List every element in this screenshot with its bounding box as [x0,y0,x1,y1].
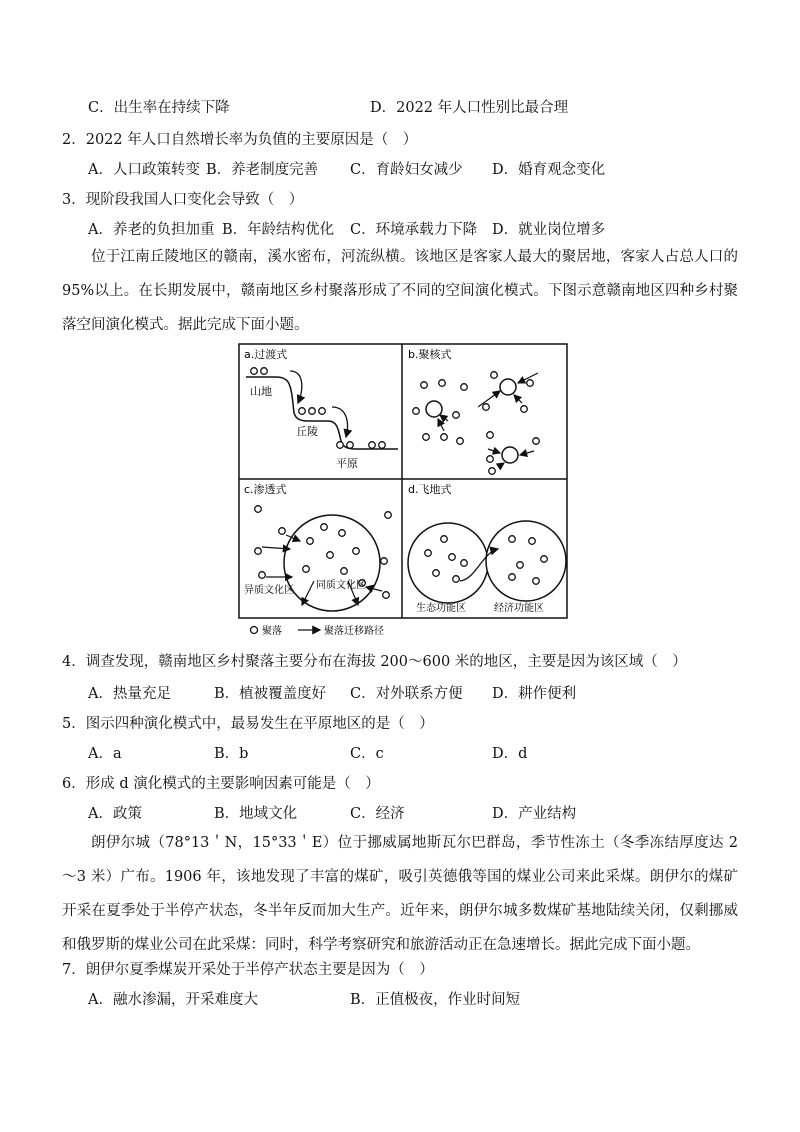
q2-option-b: B．养老制度完善 [206,162,319,178]
settlement-icon [319,408,326,415]
settlement-icon [483,404,490,411]
panel-b [408,347,539,474]
q6-option-b: B．地域文化 [214,806,298,822]
q6-option-a: A．政策 [88,806,142,822]
settlement-icon [413,408,420,415]
settlement-icon [369,442,376,449]
migration-arrow [488,449,500,453]
settlement-icon [309,408,316,415]
settlement-icon [255,506,262,513]
q1-option-d: D．2022 年人口性别比最合理 [370,100,569,116]
panel-b-title: b.聚核式 [408,348,452,361]
q4-option-d: D．耕作便利 [492,686,577,702]
label-heterogeneous-zone: 异质文化区 [244,585,294,596]
q5-stem: 5．图示四种演化模式中，最易发生在平原地区的是（ ） [62,716,434,732]
settlement-icon [255,548,262,555]
settlement-icon [353,548,360,555]
label-economic-zone: 经济功能区 [494,603,544,614]
q3-option-a: A．养老的负担加重 [88,222,215,238]
settlement-icon [517,562,524,569]
settlement-icon [279,528,286,535]
label-mountain: 山地 [250,385,272,398]
legend-settlement-label: 聚落 [262,626,282,637]
q5-option-c: C．c [350,746,384,762]
migration-arrow [498,463,504,467]
settlement-icon [453,412,460,419]
core-settlement [426,401,442,417]
legend-settlement-icon [251,627,258,634]
settlement-icon [421,382,428,389]
settlement-icon [487,456,494,463]
q3-option-b: B．年龄结构优化 [222,222,335,238]
settlement-icon [491,372,498,379]
settlement-evolution-figure [238,343,570,641]
settlement-icon [347,442,354,449]
label-homogeneous-zone: 同质文化区 [316,580,366,591]
settlement-icon [341,568,348,575]
q6-option-c: C．经济 [350,806,405,822]
label-hill: 丘陵 [296,425,318,438]
settlement-icon [449,554,456,561]
settlement-icon [379,442,386,449]
settlement-icon [261,368,268,375]
ecological-function-zone [408,523,488,603]
economic-function-zone [486,521,566,601]
q5-option-d: D．d [492,746,528,762]
q2-option-c: C．育龄妇女减少 [350,162,463,178]
settlement-icon [251,368,258,375]
settlement-icon [439,380,446,387]
q7-option-b: B．正值极夜，作业时间短 [350,992,521,1008]
settlement-icon [423,434,430,441]
migration-arrow [514,395,522,403]
settlement-icon [321,524,328,531]
q3-option-d: D．就业岗位增多 [492,222,606,238]
settlement-icon [433,570,440,577]
q5-option-b: B．b [214,746,249,762]
settlement-icon [441,434,448,441]
q3-option-c: C．环境承载力下降 [350,222,478,238]
homogeneous-culture-zone [284,515,380,611]
q6-stem: 6．形成 d 演化模式的主要影响因素可能是（ ） [62,776,380,792]
panel-d-title: d.飞地式 [408,483,452,496]
settlement-icon [509,536,516,543]
label-plain: 平原 [336,457,358,470]
settlement-icon [381,558,388,565]
q6-option-d: D．产业结构 [492,806,577,822]
panel-c [244,482,391,611]
settlement-icon [489,468,496,475]
q7-option-a: A．融水渗漏，开采难度大 [88,992,258,1008]
settlement-icon [299,408,306,415]
q1-option-c: C．出生率在持续下降 [88,100,230,116]
legend-path-label: 聚落迁移路径 [324,626,384,637]
settlement-icon [461,384,468,391]
q7-stem: 7．朗伊尔夏季煤炭开采处于半停产状态主要是因为（ ） [62,962,434,978]
settlement-icon [425,550,432,557]
settlement-icon [303,566,310,573]
panel-a [244,347,398,470]
q2-stem: 2．2022 年人口自然增长率为负值的主要原因是（ ） [62,132,418,148]
panel-c-title: c.渗透式 [244,483,287,496]
settlement-icon [307,538,314,545]
q5-option-a: A．a [88,746,122,762]
panel-d [408,482,566,614]
q4-stem: 4．调查发现，赣南地区乡村聚落主要分布在海拔 200～600 米的地区，主要是因为该区域（ ） [62,654,687,670]
settlement-icon [461,560,468,567]
settlement-icon [457,438,464,445]
passage-longyearbyen: 朗伊尔城（78°13＇N，15°33＇E）位于挪威属地斯瓦尔巴群岛，季节性冻土（冬季冻结厚度达 2～3 米）广布。1906 年，该地发现了丰富的煤矿，吸引英德俄等国的煤业公司来此采煤。朗伊尔的煤矿开采在夏季处于半停产状态，冬半年反而加大生产。近年来，朗伊尔城多数煤矿基地陆续关闭，仅剩挪威和俄罗斯的煤业公司在此采煤：同时，科学考察研究和旅游活动正在急速增长。据此完成下面小题。 [62,835,738,953]
q4-option-a: A．热量充足 [88,686,171,702]
migration-arrow [520,451,534,455]
settlement-icon [509,574,516,581]
settlement-icon [541,556,548,563]
settlement-icon [385,512,392,519]
q2-option-d: D．婚育观念变化 [492,162,606,178]
panel-a-title: a.过渡式 [244,348,288,361]
settlement-icon [383,592,390,599]
settlement-icon [339,530,346,537]
settlement-icon [529,538,536,545]
settlement-icon [533,438,540,445]
settlement-icon [337,442,344,449]
q4-option-b: B．植被覆盖度好 [214,686,327,702]
settlement-icon [527,380,534,387]
migration-arrow [438,419,444,431]
migration-arrow [440,415,448,421]
q2-option-a: A．人口政策转变 [88,162,200,178]
passage-gannan: 位于江南丘陵地区的赣南，溪水密布，河流纵横。该地区是客家人最大的聚居地，客家人占总人口的95%以上。在长期发展中，赣南地区乡村聚落形成了不同的空间演化模式。下图示意赣南地区四种乡村聚落空间演化模式。据此完成下面小题。 [62,249,738,333]
settlement-icon [521,406,528,413]
settlement-icon [453,576,460,583]
settlement-icon [259,572,266,579]
settlement-icon [327,552,334,559]
core-settlement [500,379,516,395]
q3-stem: 3．现阶段我国人口变化会导致（ ） [62,192,304,208]
q4-option-c: C．对外联系方便 [350,686,463,702]
settlement-icon [441,536,448,543]
figure-legend [251,624,385,637]
settlement-icon [487,432,494,439]
settlement-icon [533,578,540,585]
label-ecological-zone: 生态功能区 [416,603,466,614]
core-settlement [502,447,518,463]
